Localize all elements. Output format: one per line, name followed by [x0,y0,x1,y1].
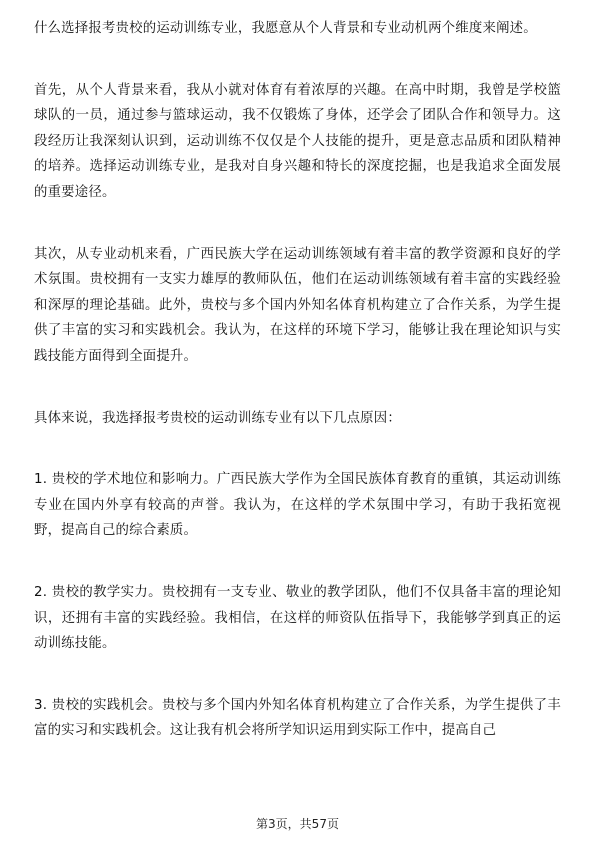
paragraph-personal-background: 首先，从个人背景来看，我从小就对体育有着浓厚的兴趣。在高中时期，我曾是学校篮球队的一员，通过参与篮球运动，我不仅锻炼了身体，还学会了团队合作和领导力。这段经历让我深刻认识到，运动训练不仅仅是个人技能的提升，更是意志品质和团队精神的培养。选择运动训练专业，是我对自身兴趣和特长的深度挖掘，也是我追求全面发展的重要途径。 [34,82,561,200]
paragraph-reason-1: 1. 贵校的学术地位和影响力。广西民族大学作为全国民族体育教育的重镇，其运动训练专业在国内外享有较高的声誉。我认为，在这样的学术氛围中学习，有助于我拓宽视野，提高自己的综合素质。 [34,472,561,539]
paragraph-intro: 什么选择报考贵校的运动训练专业，我愿意从个人背景和专业动机两个维度来阐述。 [34,21,537,36]
page-number: 第3页，共57页 [256,817,339,831]
paragraph-reasons-lead: 具体来说，我选择报考贵校的运动训练专业有以下几点原因： [34,410,401,426]
document-body [34,16,561,744]
paragraph-reason-2: 2. 贵校的教学实力。贵校拥有一支专业、敬业的教学团队，他们不仅具备丰富的理论知识，还拥有丰富的实践经验。我相信，在这样的师资队伍指导下，我能够学到真正的运动训练技能。 [34,584,561,652]
paragraph-professional-motivation: 其次，从专业动机来看，广西民族大学在运动训练领域有着丰富的教学资源和良好的学术氛围。贵校拥有一支实力雄厚的教师队伍，他们在运动训练领域有着丰富的实践经验和深厚的理论基础。此外，贵校与多个国内外知名体育机构建立了合作关系，为学生提供了丰富的实习和实践机会。我认为，在这样的环境下学习，能够让我在理论知识与实践技能方面得到全面提升。 [34,246,561,364]
paragraph-reason-3: 3. 贵校的实践机会。贵校与多个国内外知名体育机构建立了合作关系，为学生提供了丰富的实习和实践机会。这让我有机会将所学知识运用到实际工作中，提高自己 [34,697,561,739]
